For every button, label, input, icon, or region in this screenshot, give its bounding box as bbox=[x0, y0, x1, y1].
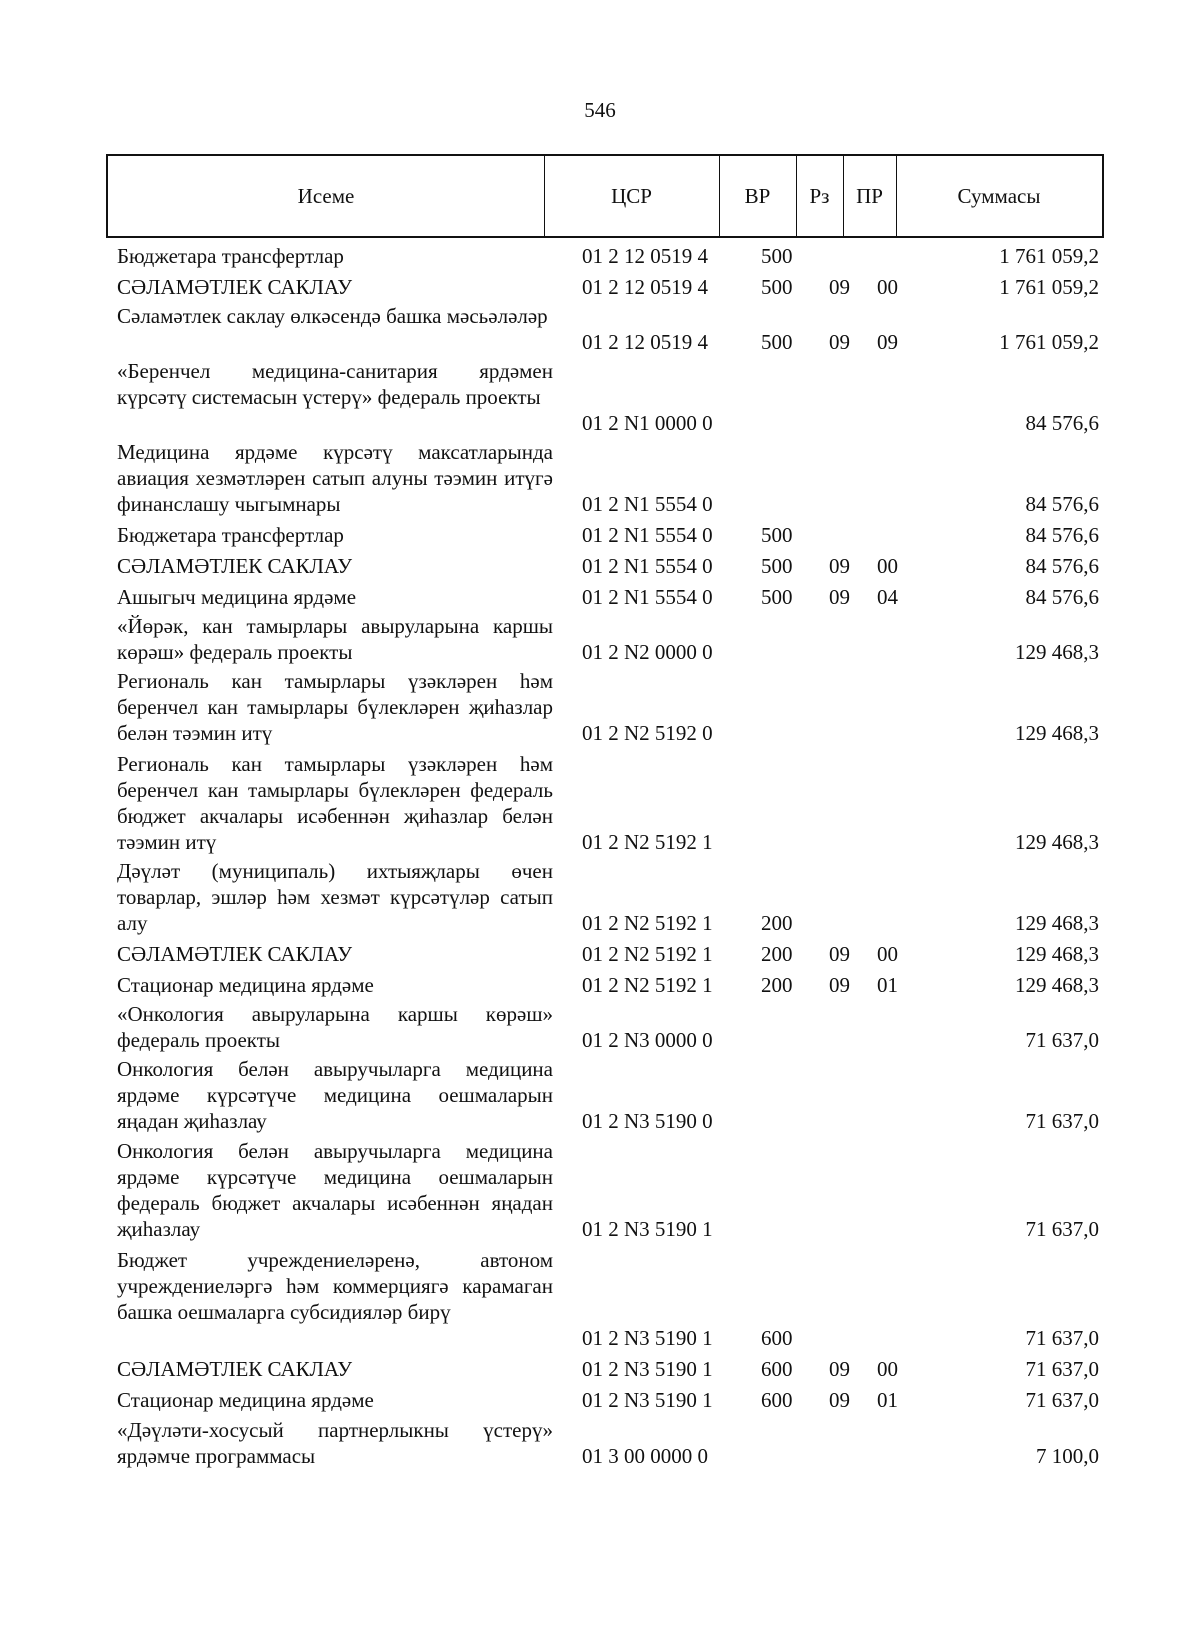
header-pr: ПР bbox=[856, 183, 883, 208]
row-csr: 01 2 N1 5554 0 bbox=[582, 523, 713, 547]
row-csr: 01 2 N3 5190 1 bbox=[582, 1357, 713, 1381]
row-pr: 00 bbox=[877, 942, 898, 966]
table-row bbox=[0, 972, 1200, 998]
row-pr: 00 bbox=[877, 554, 898, 578]
row-name: Онкология белән авыручыларга медицина ярдәме күрсәтүче медицина оешмаларын яңадан җиһазлау bbox=[117, 1057, 553, 1133]
header-rz: Рз bbox=[809, 183, 830, 208]
row-sum: 71 637,0 bbox=[1025, 1217, 1099, 1241]
row-sum: 129 468,3 bbox=[1015, 942, 1099, 966]
header-name: Исеме bbox=[297, 183, 355, 208]
row-csr: 01 2 N2 5192 1 bbox=[582, 911, 713, 935]
table-row bbox=[0, 274, 1200, 300]
row-pr: 00 bbox=[877, 275, 898, 299]
table-row bbox=[0, 858, 1200, 936]
page-number: 546 bbox=[584, 98, 616, 122]
row-vr: 500 bbox=[761, 585, 793, 609]
row-sum: 129 468,3 bbox=[1015, 830, 1099, 854]
row-csr: 01 2 N2 5192 1 bbox=[582, 973, 713, 997]
row-pr: 04 bbox=[877, 585, 898, 609]
row-pr: 01 bbox=[877, 973, 898, 997]
row-csr: 01 2 N1 5554 0 bbox=[582, 492, 713, 516]
row-name: Бюджет учреждениеләренә, автоном учреждениеләргә һәм коммерциягә карамаган башка оешмаларга субсидияләр бирү bbox=[117, 1248, 553, 1324]
table-row bbox=[0, 243, 1200, 269]
header-vr: ВР bbox=[744, 183, 771, 208]
table-row bbox=[0, 1387, 1200, 1413]
row-name: Региональ кан тамырлары үзәкләрен һәм беренчел кан тамырлары бүлекләрен федераль бюджет акчалары исәбеннән җиһазлар белән тәэмин итү bbox=[117, 752, 553, 854]
table-row bbox=[0, 358, 1200, 436]
table-row bbox=[0, 303, 1200, 355]
row-vr: 500 bbox=[761, 244, 793, 268]
row-name: Медицина ярдәме күрсәтү максатларында авиация хезмәтләрен сатып алуны тәэмин итүгә финанслашу чыгымнары bbox=[117, 440, 553, 516]
row-csr: 01 2 N2 0000 0 bbox=[582, 640, 713, 664]
row-csr: 01 2 12 0519 4 bbox=[582, 330, 708, 354]
row-name: СӘЛАМӘТЛЕК САКЛАУ bbox=[117, 1357, 353, 1381]
row-vr: 600 bbox=[761, 1326, 793, 1350]
row-sum: 1 761 059,2 bbox=[999, 275, 1099, 299]
row-vr: 600 bbox=[761, 1388, 793, 1412]
row-rz: 09 bbox=[829, 1388, 850, 1412]
row-sum: 84 576,6 bbox=[1025, 411, 1099, 435]
row-vr: 500 bbox=[761, 275, 793, 299]
table-row bbox=[0, 553, 1200, 579]
row-vr: 500 bbox=[761, 330, 793, 354]
table-row bbox=[0, 1001, 1200, 1053]
row-vr: 200 bbox=[761, 942, 793, 966]
table-row bbox=[0, 439, 1200, 517]
row-csr: 01 2 N1 5554 0 bbox=[582, 585, 713, 609]
row-sum: 71 637,0 bbox=[1025, 1109, 1099, 1133]
row-sum: 84 576,6 bbox=[1025, 585, 1099, 609]
row-sum: 71 637,0 bbox=[1025, 1357, 1099, 1381]
header-sum: Суммасы bbox=[957, 183, 1041, 208]
row-rz: 09 bbox=[829, 554, 850, 578]
row-csr: 01 2 N3 5190 1 bbox=[582, 1217, 713, 1241]
row-csr: 01 3 00 0000 0 bbox=[582, 1444, 708, 1468]
row-rz: 09 bbox=[829, 942, 850, 966]
table-row bbox=[0, 751, 1200, 855]
row-name: Ашыгыч медицина ярдәме bbox=[117, 585, 357, 609]
row-sum: 7 100,0 bbox=[1036, 1444, 1099, 1468]
row-csr: 01 2 12 0519 4 bbox=[582, 275, 708, 299]
row-name: «Онкология авыруларына каршы көрәш» федераль проекты bbox=[117, 1002, 553, 1052]
table-row bbox=[0, 1247, 1200, 1351]
row-sum: 84 576,6 bbox=[1025, 492, 1099, 516]
table-row bbox=[0, 1056, 1200, 1134]
row-csr: 01 2 N2 5192 0 bbox=[582, 721, 713, 745]
row-sum: 129 468,3 bbox=[1015, 721, 1099, 745]
row-name: Дәүләт (муниципаль) ихтыяҗлары өчен товарлар, эшләр һәм хезмәт күрсәтүләр сатып алу bbox=[117, 859, 553, 935]
row-sum: 1 761 059,2 bbox=[999, 330, 1099, 354]
row-sum: 84 576,6 bbox=[1025, 523, 1099, 547]
row-name: Бюджетара трансфертлар bbox=[117, 523, 344, 547]
row-csr: 01 2 N2 5192 1 bbox=[582, 830, 713, 854]
table-row bbox=[0, 1138, 1200, 1242]
row-name: Сәламәтлек саклау өлкәсендә башка мәсьәләләр bbox=[117, 304, 548, 328]
row-name: СӘЛАМӘТЛЕК САКЛАУ bbox=[117, 275, 353, 299]
row-rz: 09 bbox=[829, 275, 850, 299]
row-sum: 71 637,0 bbox=[1025, 1388, 1099, 1412]
row-sum: 71 637,0 bbox=[1025, 1326, 1099, 1350]
row-csr: 01 2 N1 5554 0 bbox=[582, 554, 713, 578]
table-row bbox=[0, 522, 1200, 548]
row-name: Стационар медицина ярдәме bbox=[117, 1388, 374, 1412]
row-csr: 01 2 N3 5190 1 bbox=[582, 1388, 713, 1412]
row-vr: 500 bbox=[761, 554, 793, 578]
table-row bbox=[0, 1356, 1200, 1382]
header-csr: ЦСР bbox=[611, 183, 652, 208]
row-sum: 129 468,3 bbox=[1015, 973, 1099, 997]
row-rz: 09 bbox=[829, 1357, 850, 1381]
row-sum: 129 468,3 bbox=[1015, 911, 1099, 935]
row-vr: 200 bbox=[761, 973, 793, 997]
table-row bbox=[0, 584, 1200, 610]
row-vr: 500 bbox=[761, 523, 793, 547]
row-name: Региональ кан тамырлары үзәкләрен һәм беренчел кан тамырлары бүлекләрен җиһазлар белән тәэмин итү bbox=[117, 669, 553, 745]
row-name: Онкология белән авыручыларга медицина ярдәме күрсәтүче медицина оешмаларын федераль бюджет акчалары исәбеннән яңадан җиһазлау bbox=[117, 1139, 553, 1241]
table-row bbox=[0, 941, 1200, 967]
table-header bbox=[106, 154, 1104, 238]
row-pr: 09 bbox=[877, 330, 898, 354]
row-vr: 600 bbox=[761, 1357, 793, 1381]
row-sum: 71 637,0 bbox=[1025, 1028, 1099, 1052]
row-name: «Йөрәк, кан тамырлары авыруларына каршы көрәш» федераль проекты bbox=[117, 614, 553, 664]
row-rz: 09 bbox=[829, 330, 850, 354]
row-csr: 01 2 12 0519 4 bbox=[582, 244, 708, 268]
row-name: «Беренчел медицина-санитария ярдәмен күрсәтү системасын үстерү» федераль проекты bbox=[117, 359, 553, 409]
row-name: СӘЛАМӘТЛЕК САКЛАУ bbox=[117, 942, 353, 966]
row-name: СӘЛАМӘТЛЕК САКЛАУ bbox=[117, 554, 353, 578]
row-pr: 01 bbox=[877, 1388, 898, 1412]
row-name: Бюджетара трансфертлар bbox=[117, 244, 344, 268]
row-csr: 01 2 N2 5192 1 bbox=[582, 942, 713, 966]
row-csr: 01 2 N1 0000 0 bbox=[582, 411, 713, 435]
table-row bbox=[0, 668, 1200, 746]
row-rz: 09 bbox=[829, 585, 850, 609]
row-csr: 01 2 N3 0000 0 bbox=[582, 1028, 713, 1052]
row-name: Стационар медицина ярдәме bbox=[117, 973, 374, 997]
table-row bbox=[0, 613, 1200, 665]
row-name: «Дәүләти-хосусый партнерлыкны үстерү» ярдәмче программасы bbox=[117, 1418, 553, 1468]
row-sum: 129 468,3 bbox=[1015, 640, 1099, 664]
row-csr: 01 2 N3 5190 1 bbox=[582, 1326, 713, 1350]
row-sum: 84 576,6 bbox=[1025, 554, 1099, 578]
row-vr: 200 bbox=[761, 911, 793, 935]
row-sum: 1 761 059,2 bbox=[999, 244, 1099, 268]
row-csr: 01 2 N3 5190 0 bbox=[582, 1109, 713, 1133]
row-pr: 00 bbox=[877, 1357, 898, 1381]
table-row bbox=[0, 1417, 1200, 1469]
row-rz: 09 bbox=[829, 973, 850, 997]
